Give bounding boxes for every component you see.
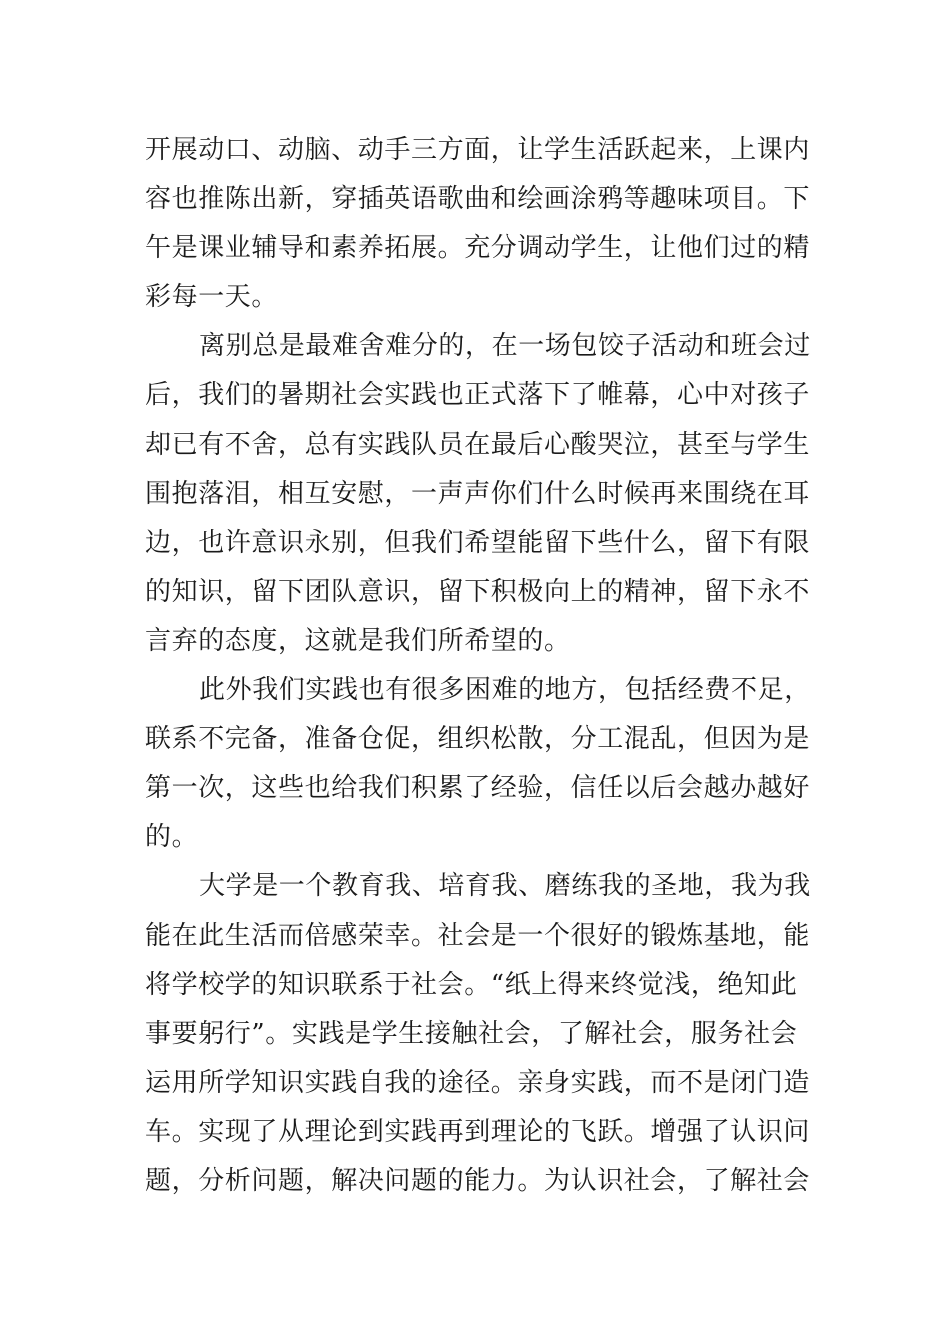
text-line: 言弃的态度，这就是我们所希望的。 xyxy=(145,625,571,656)
text-line: 彩每一天。 xyxy=(145,282,279,313)
text-line: 的知识，留下团队意识，留下积极向上的精神，留下永不 xyxy=(145,576,811,607)
text-line: 运用所学知识实践自我的途径。亲身实践，而不是闭门造 xyxy=(145,1067,811,1098)
text-line: 题，分析问题，解决问题的能力。为认识社会，了解社会 xyxy=(145,1165,811,1196)
text-line: 能在此生活而倍感荣幸。社会是一个很好的锻炼基地，能 xyxy=(145,920,811,951)
document-body xyxy=(145,126,811,1206)
text-line: 后，我们的暑期社会实践也正式落下了帷幕，心中对孩子 xyxy=(145,380,811,411)
text-line: 却已有不舍，总有实践队员在最后心酸哭泣，甚至与学生 xyxy=(145,429,811,460)
text-line: 大学是一个教育我、培育我、磨练我的圣地，我为我 xyxy=(199,871,811,902)
text-line: 此外我们实践也有很多困难的地方，包括经费不足， xyxy=(199,675,811,706)
text-line: 将学校学的知识联系于社会。“纸上得来终觉浅，绝知此 xyxy=(145,969,798,1000)
text-line: 离别总是最难舍难分的，在一场包饺子活动和班会过 xyxy=(199,331,811,362)
text-line: 的。 xyxy=(145,822,199,853)
text-line: 围抱落泪，相互安慰，一声声你们什么时候再来围绕在耳 xyxy=(145,478,811,509)
text-line: 联系不完备，准备仓促，组织松散，分工混乱，但因为是 xyxy=(145,724,811,755)
text-line: 午是课业辅导和素养拓展。充分调动学生，让他们过的精 xyxy=(145,233,811,264)
text-line: 车。实现了从理论到实践再到理论的飞跃。增强了认识问 xyxy=(145,1116,811,1147)
text-line: 边，也许意识永别，但我们希望能留下些什么，留下有限 xyxy=(145,527,811,558)
text-line: 事要躬行”。实践是学生接触社会，了解社会，服务社会 xyxy=(145,1018,798,1049)
text-line: 第一次，这些也给我们积累了经验，信任以后会越办越好 xyxy=(145,773,811,804)
text-line: 容也推陈出新，穿插英语歌曲和绘画涂鸦等趣味项目。下 xyxy=(145,184,811,215)
text-line: 开展动口、动脑、动手三方面，让学生活跃起来，上课内 xyxy=(145,135,811,165)
